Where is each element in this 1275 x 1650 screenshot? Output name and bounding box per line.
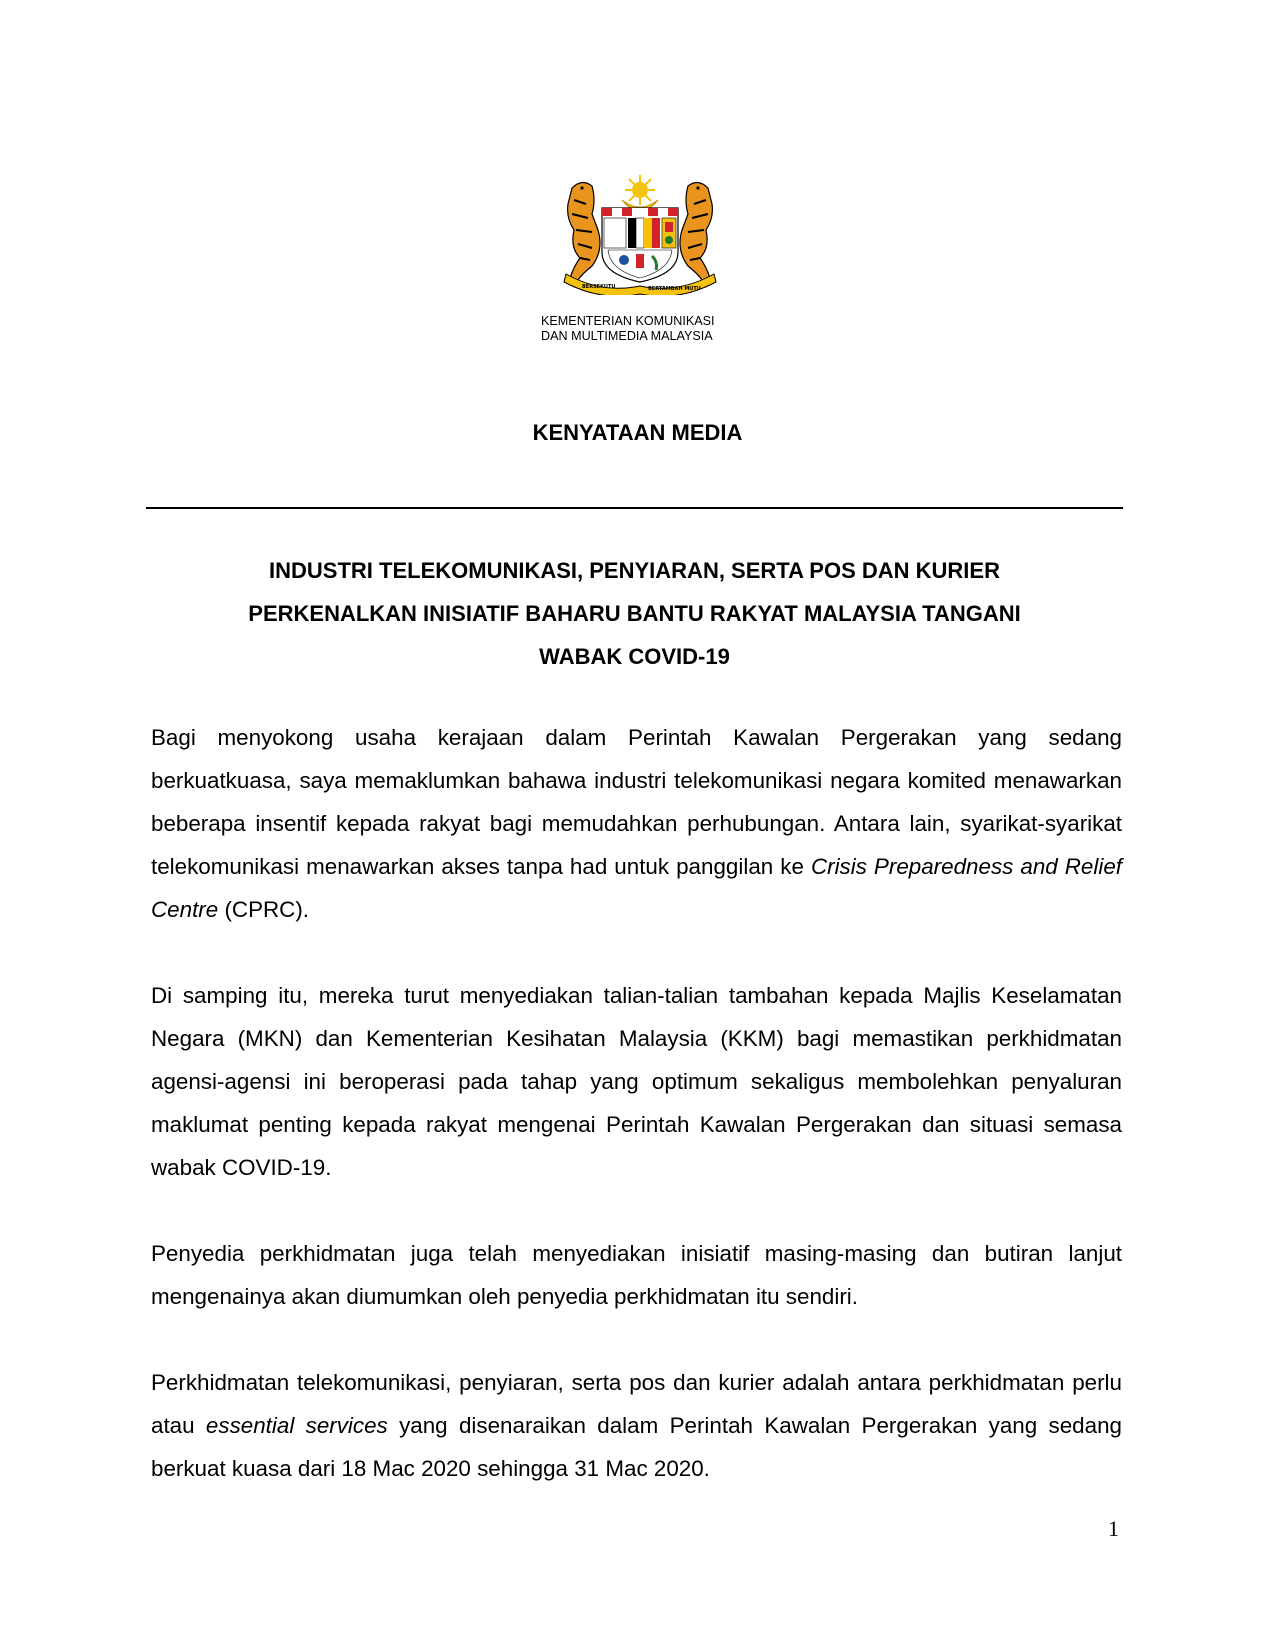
left-tiger-icon: [568, 182, 600, 280]
motto-right-text: BERTAMBAH MUTU: [648, 286, 701, 292]
paragraph-1-italic: Crisis Preparedness and Relief Centre: [151, 854, 1122, 922]
press-release-headline: [146, 549, 1123, 678]
headline-line-1: INDUSTRI TELEKOMUNIKASI, PENYIARAN, SERTA POS DAN KURIER: [269, 558, 1000, 583]
paragraph-1: [151, 716, 1122, 931]
coat-of-arms-logo: [552, 170, 728, 295]
paragraph-4-italic: essential services: [205, 1413, 388, 1438]
paragraph-4-text: Perkhidmatan telekomunikasi, penyiaran, serta pos dan kurier adalah antara perkhidmatan perlu atau: [151, 1370, 1122, 1438]
ministry-name: [541, 314, 741, 344]
shield-icon: [602, 208, 678, 282]
motto-left-text: BERSEKUTU: [582, 284, 616, 290]
paragraph-4: [151, 1361, 1122, 1490]
headline-line-3: WABAK COVID-19: [539, 644, 730, 669]
paragraph-4-end: yang disenaraikan dalam Perintah Kawalan Pergerakan yang sedang berkuat kuasa dari 18 Mac 2020 sehingga 31 Mac 2020.: [151, 1413, 1122, 1481]
federal-star-icon: [625, 175, 655, 205]
ministry-name-line-2: DAN MULTIMEDIA MALAYSIA: [541, 329, 713, 343]
paragraph-2: Di samping itu, mereka turut menyediakan talian-talian tambahan kepada Majlis Keselamatan Negara (MKN) dan Kementerian Kesihatan Malaysia (KKM) bagi memastikan perkhidmatan agensi-agensi ini beroperasi pada tahap yang optimum sekaligus membolehkan penyaluran maklumat penting kepada rakyat mengenai Perintah Kawalan Pergerakan dan situasi semasa wabak COVID-19.: [151, 983, 1122, 1180]
paragraph-1-text: Bagi menyokong usaha kerajaan dalam Perintah Kawalan Pergerakan yang sedang berkuatkuasa, saya memaklumkan bahawa industri telekomunikasi negara komited menawarkan beberapa insentif kepada rakyat bagi memudahkan perhubungan. Antara lain, syarikat-syarikat telekomunikasi menawarkan akses tanpa had untuk panggilan ke: [151, 725, 1122, 879]
ministry-name-line-1: KEMENTERIAN KOMUNIKASI: [541, 314, 715, 328]
right-tiger-icon: [680, 182, 712, 280]
paragraph-1-end: (CPRC).: [218, 897, 310, 922]
headline-line-2: PERKENALKAN INISIATIF BAHARU BANTU RAKYAT MALAYSIA TANGANI: [248, 601, 1021, 626]
document-type-heading: KENYATAAN MEDIA: [532, 420, 743, 445]
horizontal-divider: [146, 507, 1123, 509]
page-number: 1: [1108, 1516, 1119, 1541]
paragraph-3: Penyedia perkhidmatan juga telah menyediakan inisiatif masing-masing dan butiran lanjut mengenainya akan diumumkan oleh penyedia perkhidmatan itu sendiri.: [151, 1241, 1122, 1309]
